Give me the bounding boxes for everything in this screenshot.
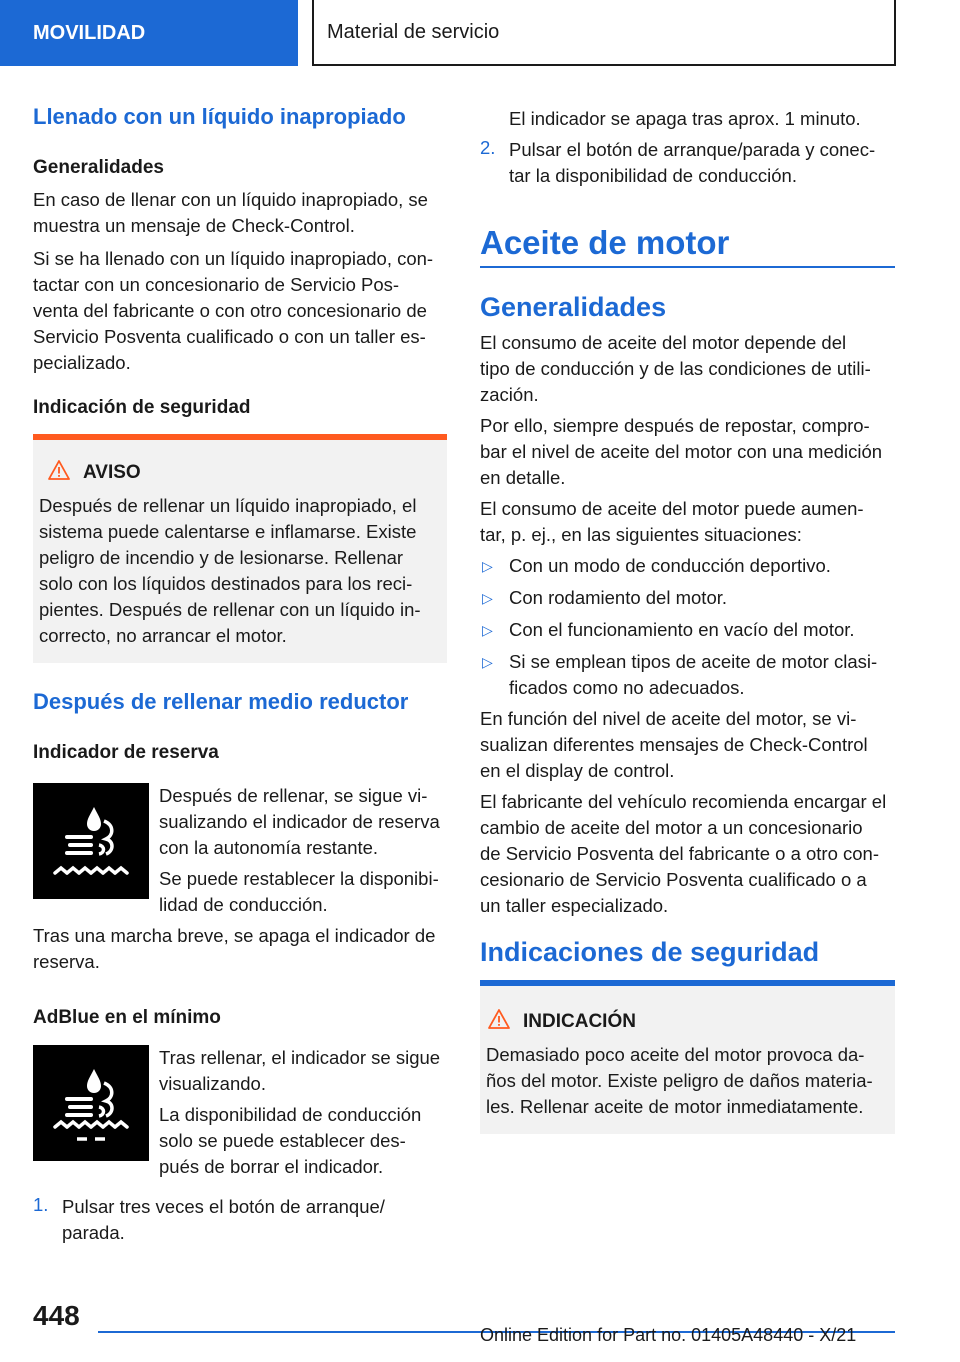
chapter-title-label: Material de servicio [327,20,500,43]
heading-generalidades: Generalidades [480,292,667,322]
adblue-minimum-icon [33,1045,149,1161]
list-item: Con el funcionamiento en vacío del motor. [509,619,855,640]
section-label: MOVILIDAD [33,21,146,44]
paragraph-line: Tras una marcha breve, se apaga el indicador de [33,925,436,946]
warning-line: sistema puede calentarse e inflamarse. Existe [39,521,417,542]
notice-header [488,1009,636,1035]
paragraph-line: tactar con un concesionario de Servicio Pos‐ [33,274,400,295]
heading-generalidades: Generalidades [33,157,164,178]
paragraph-line: pecializado. [33,352,131,373]
chapter-title [312,0,896,66]
paragraph-line: El consumo de aceite del motor depende del [480,332,847,353]
warning-header [48,460,141,486]
heading-aceite-motor: Aceite de motor [480,224,730,261]
paragraph-line: en el display de control. [480,760,675,781]
heading-rule [480,266,895,268]
bullet-triangle-icon: ▷ [482,654,493,670]
warning-bar [33,434,447,440]
paragraph-line: En función del nivel de aceite del motor, se vi‐ [480,708,857,729]
paragraph-line: Si se ha llenado con un líquido inapropiado, con‐ [33,248,434,269]
step-line: Pulsar el botón de arranque/parada y conec‐ [509,139,876,160]
warning-triangle-icon [488,1009,510,1035]
bullet-triangle-icon: ▷ [482,622,493,638]
heading-adblue-minimo: AdBlue en el mínimo [33,1007,221,1028]
paragraph-line: zación. [480,384,539,405]
step-line: Pulsar tres veces el botón de arranque/ [62,1196,385,1217]
notice-line: les. Rellenar aceite de motor inmediatamente. [486,1096,864,1117]
warning-line: pientes. Después de rellenar con un líquido in‐ [39,599,421,620]
paragraph-line: de Servicio Posventa del fabricante o a otro con‐ [480,843,880,864]
heading-indicador-reserva: Indicador de reserva [33,742,219,763]
reserva-line: Se puede restablecer la disponibi‐ [159,868,439,889]
heading-llenado: Llenado con un líquido inapropiado [33,104,406,129]
reserva-line: con la autonomía restante. [159,837,379,858]
paragraph-line: En caso de llenar con un líquido inapropiado, se [33,189,428,210]
paragraph-line: El consumo de aceite del motor puede aumen‐ [480,498,864,519]
step-number: 1. [33,1194,49,1215]
notice-bar [480,980,895,986]
adblue-line: visualizando. [159,1073,266,1094]
paragraph-line: Por ello, siempre después de repostar, compro‐ [480,415,870,436]
paragraph-line: un taller especializado. [480,895,669,916]
adblue-line: solo se puede establecer des‐ [159,1130,406,1151]
paragraph-line: en detalle. [480,467,566,488]
heading-despues-rellenar: Después de rellenar medio reductor [33,689,409,714]
page-number: 448 [33,1300,80,1331]
warning-line: peligro de incendio y de lesionarse. Rellenar [39,547,404,568]
list-item: Si se emplean tipos de aceite de motor clasi‐ [509,651,878,672]
warning-box [33,434,447,663]
list-item: ficados como no adecuados. [509,677,745,698]
list-item: Con rodamiento del motor. [509,587,728,608]
notice-line: ños del motor. Existe peligro de daños materia‐ [486,1070,873,1091]
reserva-line: lidad de conducción. [159,894,328,915]
paragraph-line: tar, p. ej., en las siguientes situaciones: [480,524,802,545]
section-tab [0,0,298,66]
paragraph-line: muestra un mensaje de Check-Control. [33,215,355,236]
bullet-triangle-icon: ▷ [482,558,493,574]
warning-line: solo con los líquidos destinados para los reci‐ [39,573,413,594]
heading-indicacion-seguridad: Indicación de seguridad [33,397,251,418]
paragraph-line: cesionario de Servicio Posventa cualificado o a [480,869,867,890]
step-line: tar la disponibilidad de conducción. [509,165,797,186]
paragraph-line: tipo de conducción y de las condiciones de utili‐ [480,358,871,379]
step-continuation: El indicador se apaga tras aprox. 1 minuto. [509,108,861,129]
notice-box [480,980,895,1134]
adblue-reserve-icon [33,783,149,899]
paragraph-line: venta del fabricante o con otro concesionario de [33,300,427,321]
footer-edition: Online Edition for Part no. 01405A48440 - X/21 [480,1325,857,1345]
reserva-line: sualizando el indicador de reserva [159,811,440,832]
notice-line: Demasiado poco aceite del motor provoca da‐ [486,1044,865,1065]
paragraph-line: reserva. [33,951,100,972]
paragraph-line: bar el nivel de aceite del motor con una medición [480,441,883,462]
warning-line: correcto, no arrancar el motor. [39,625,287,646]
warning-line: Después de rellenar un líquido inapropiado, el [39,495,417,516]
paragraph-line: El fabricante del vehículo recomienda encargar el [480,791,887,812]
step-number: 2. [480,137,496,158]
adblue-line: pués de borrar el indicador. [159,1156,384,1177]
notice-title: INDICACIÓN [523,1011,636,1032]
paragraph-line: Servicio Posventa cualificado o con un taller es‐ [33,326,426,347]
warning-title: AVISO [83,462,141,483]
step-line: parada. [62,1222,125,1243]
adblue-line: La disponibilidad de conducción [159,1104,422,1125]
heading-indicaciones-seguridad: Indicaciones de seguridad [480,937,820,967]
warning-triangle-icon [48,460,70,486]
paragraph-line: cambio de aceite del motor a un concesionario [480,817,863,838]
bullet-triangle-icon: ▷ [482,590,493,606]
paragraph-line: sualizan diferentes mensajes de Check-Control [480,734,868,755]
reserva-line: Después de rellenar, se sigue vi‐ [159,785,428,806]
adblue-line: Tras rellenar, el indicador se sigue [159,1047,441,1068]
list-item: Con un modo de conducción deportivo. [509,555,831,576]
